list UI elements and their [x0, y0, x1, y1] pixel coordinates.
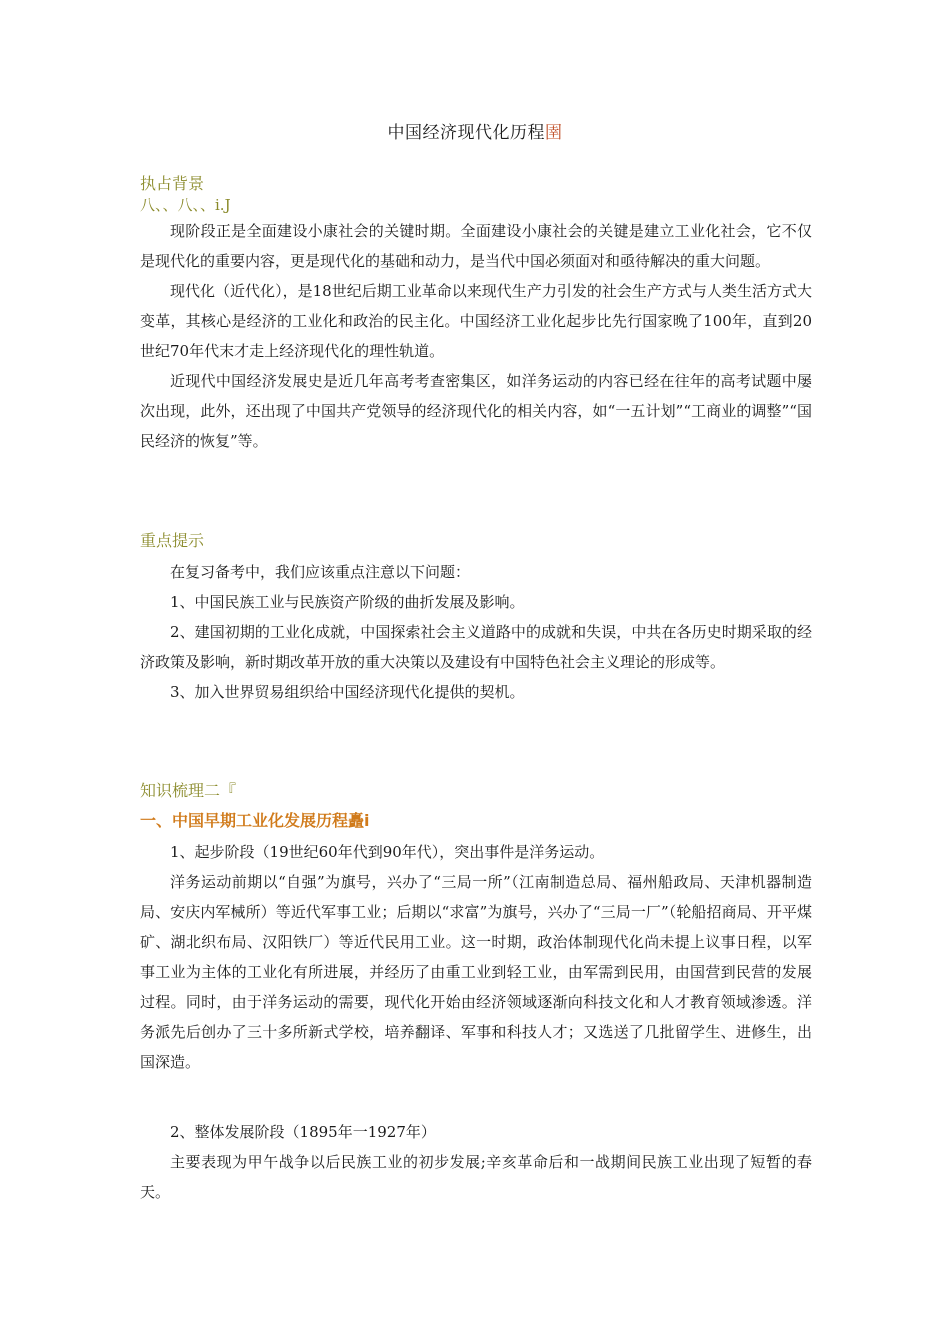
key-points-intro: 在复习备考中，我们应该重点注意以下问题： — [170, 563, 471, 581]
key-point-2: 2、建国初期的工业化成就，中国探索社会主义道路中的成就和失误，中共在各历史时期采取的经济政策及影响，新时期改革开放的重大决策以及建设有中国特色社会主义理论的形成等。 — [140, 623, 812, 671]
key-points-heading: 重点提示 — [140, 531, 205, 550]
key-points-section — [140, 557, 812, 707]
stage-1-body: 洋务运动前期以“自强”为旗号，兴办了“三局一所”（江南制造总局、福州船政局、天津机器制造局、安庆内军械所）等近代军事工业；后期以“求富”为旗号，兴办了“三局一厂”（轮船招商局、开平煤矿、湖北织布局、汉阳铁厂）等近代民用工业。这一时期，政治体制现代化尚未提上议事日程，以军事工业为主体的工业化有所进展，并经历了由重工业到轻工业，由军需到民用，由国营到民营的发展过程。同时，由于洋务运动的需要，现代化开始由经济领域逐渐向科技文化和人才教育领域渗透。洋务派先后创办了三十多所新式学校，培养翻译、军事和科技人才；又选送了几批留学生、进修生，出国深造。 — [140, 873, 812, 1071]
key-point-3: 3、加入世界贸易组织给中国经济现代化提供的契机。 — [170, 683, 525, 701]
key-point-1: 1、中国民族工业与民族资产阶级的曲折发展及影响。 — [170, 593, 525, 611]
early-industrialization-stage-2 — [140, 1117, 812, 1207]
page-title-glyph: 圉 — [545, 123, 563, 143]
stage-1-heading: 1、起步阶段（19世纪60年代到90年代），突出事件是洋务运动。 — [170, 843, 605, 861]
background-paragraph-1: 现阶段正是全面建设小康社会的关键时期。全面建设小康社会的关键是建立工业化社会，它不仅是现代化的重要内容，更是现代化的基础和动力，是当代中国必须面对和亟待解决的重大问题。 — [140, 222, 812, 270]
section-title-early-industrialization: 一、中国早期工业化发展历程矗i — [140, 811, 370, 830]
stage-2-heading: 2、整体发展阶段（1895年一1927年） — [170, 1123, 436, 1141]
page-title-text: 中国经济现代化历程 — [387, 123, 545, 143]
early-industrialization-stage-1 — [140, 837, 812, 1077]
background-note: 八、、八、、i.J — [140, 196, 231, 214]
page-title — [0, 120, 950, 146]
background-section — [140, 216, 812, 456]
background-paragraph-2: 现代化（近代化），是18世纪后期工业革命以来现代生产力引发的社会生产方式与人类生活方式大变革，其核心是经济的工业化和政治的民主化。中国经济工业化起步比先行国家晚了100年，直到20世纪70年代末才走上经济现代化的理性轨道。 — [140, 282, 812, 360]
knowledge-heading: 知识梳理二『 — [140, 781, 237, 800]
stage-2-body: 主要表现为甲午战争以后民族工业的初步发展;辛亥革命后和一战期间民族工业出现了短暂的春天。 — [140, 1153, 812, 1201]
background-paragraph-3: 近现代中国经济发展史是近几年高考考查密集区，如洋务运动的内容已经在往年的高考试题中屡次出现，此外，还出现了中国共产党领导的经济现代化的相关内容，如“一五计划”“工商业的调整”“国民经济的恢复”等。 — [140, 372, 812, 450]
background-heading: 执占背景 — [140, 174, 205, 193]
